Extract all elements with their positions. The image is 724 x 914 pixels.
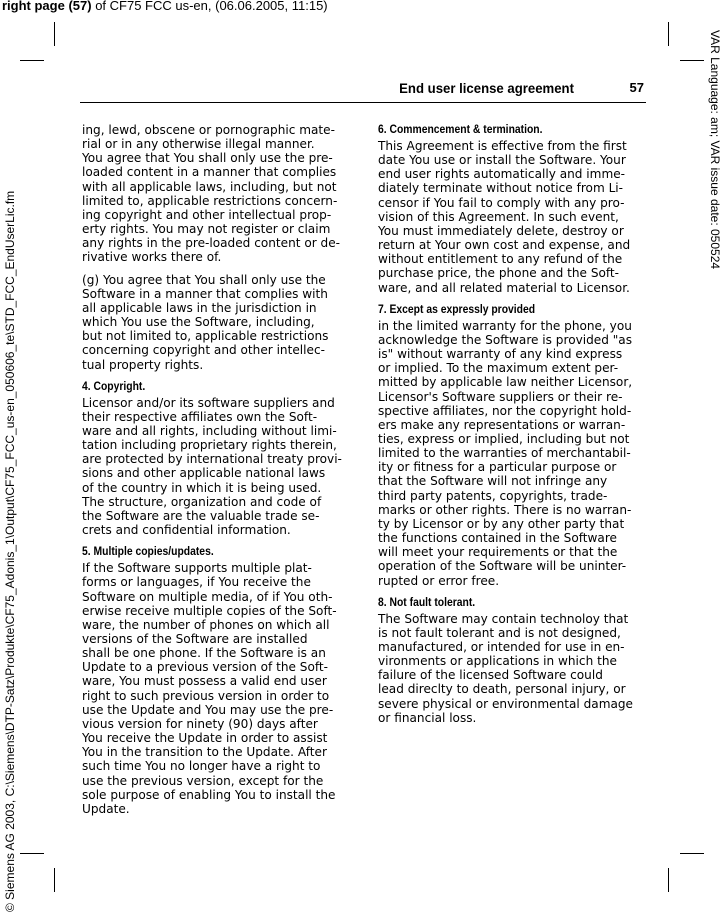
text-line: sions and other applicable national laws (82, 466, 326, 481)
crop-mark (668, 868, 669, 892)
text-line: any rights in the pre-loaded content or de- (82, 236, 341, 251)
text-line: of the country in which it is being used. (82, 480, 322, 495)
text-line: manufactured, or intended for use in en- (378, 640, 625, 654)
text-line: purchase price, the phone and the Soft- (378, 266, 620, 281)
section-heading-commencement: 6. Commencement & termination. (378, 124, 543, 136)
text-line: censor if You fail to comply with any pro- (378, 195, 625, 210)
text-line: forms or languages, if You receive the (82, 575, 311, 590)
text-line: all applicable laws in the jurisdiction in (82, 300, 317, 315)
text-line: mitted by applicable law neither Licensor, (378, 375, 633, 390)
crop-mark (680, 60, 704, 61)
text-line: in the limited warranty for the phone, you (378, 318, 632, 333)
text-line: erwise receive multiple copies of the Soft- (82, 603, 337, 618)
text-line: The structure, organization and code of (82, 494, 322, 509)
text-line: ers make any representations or warran- (378, 417, 626, 432)
page-number: 57 (629, 80, 644, 95)
paragraph-fault-tolerant (378, 612, 646, 725)
text-line: lead direclty to death, personal injury, or (378, 682, 626, 697)
text-line: date You use or install the Software. Your (378, 153, 626, 168)
text-line: sole purpose of enabling You to install the (82, 787, 336, 802)
text-line: Software in a manner that complies with (82, 286, 328, 301)
text-line: ware, You must possess a valid end user (82, 674, 327, 689)
text-line: or financial loss. (378, 710, 477, 725)
text-line: rivative works there of. (82, 250, 222, 265)
text-line: If the Software supports multiple plat- (82, 561, 312, 576)
section-heading-multiple-copies: 5. Multiple copies/updates. (82, 546, 214, 559)
text-line: vious version for ninety (90) days after (82, 716, 318, 731)
text-line: severe physical or environmental damage (378, 696, 634, 711)
paragraph-jurisdiction (82, 273, 350, 372)
text-line: Update. (82, 801, 130, 816)
text-line: the Software are the valuable trade se- (82, 508, 320, 523)
crop-mark (668, 22, 669, 46)
section-heading-warranty: 7. Except as expressly provided (378, 303, 536, 316)
text-line: spective affiliates, nor the copyright hold- (378, 403, 632, 418)
text-line: ties, express or implied, including but not (378, 431, 630, 446)
text-line: ity or fitness for a particular purpose or (378, 460, 617, 475)
section-heading-fault-tolerant: 8. Not fault tolerant. (378, 596, 476, 609)
text-line: which You use the Software, including, (82, 315, 315, 330)
crop-mark (680, 853, 704, 854)
text-line: diately terminate without notice from Li- (378, 181, 624, 196)
var-info-vertical: VAR Language: am; VAR issue date: 050524 (708, 30, 722, 270)
text-line: tual property rights. (82, 357, 204, 372)
section-heading-copyright: 4. Copyright. (82, 380, 146, 393)
text-line: ty by Licensor or by any other party that (378, 516, 625, 531)
text-line: their respective affiliates own the Soft- (82, 409, 318, 424)
text-line: versions of the Software are installed (82, 632, 308, 646)
page-label: right page (57) (2, 0, 92, 13)
text-line: vision of this Agreement. In such event, (378, 209, 619, 224)
text-line: tation including proprietary rights therein, (82, 438, 337, 453)
text-line: but not limited to, applicable restrictions (82, 329, 329, 344)
text-line: third party patents, copyrights, trade- (378, 488, 608, 503)
print-info-rest: of CF75 FCC us-en, (06.06.2005, 11:15) (91, 0, 328, 13)
text-line: such time You no longer have a right to (82, 759, 321, 774)
text-line: are protected by international treaty provi- (82, 452, 342, 467)
text-line: failure of the licensed Software could (378, 668, 603, 683)
text-line: without entitlement to any refund of the (378, 252, 623, 267)
text-line: Licensor's Software suppliers or their re- (378, 389, 623, 404)
text-line: shall be one phone. If the Software is an (82, 646, 326, 661)
page-header (80, 78, 646, 103)
text-line: the functions contained in the Software (378, 531, 617, 546)
text-line: rupted or error free. (378, 573, 500, 588)
header-rule (80, 102, 646, 103)
text-line: Software on multiple media, of if You oth- (82, 589, 333, 604)
left-column (82, 123, 350, 824)
text-line: right to such previous version in order to (82, 688, 330, 703)
file-path-vertical: © Siemens AG 2003, C:\Siemens\DTP-Satz\Produkte\CF75_Adonis_1\Output\CF75_FCC_us-en_050606_te\STD_FCC_EndUserLic.fm (3, 190, 17, 912)
text-line: crets and confidential information. (82, 523, 291, 538)
text-line: is not fault tolerant and is not designed, (378, 625, 621, 640)
text-line: return at Your own cost and expense, and (378, 238, 631, 253)
text-line: loaded content in a manner that complies (82, 165, 337, 180)
paragraph-warranty (378, 319, 646, 588)
crop-mark (20, 60, 44, 61)
text-line: Licensor and/or its software suppliers and (82, 395, 335, 410)
text-line: ware, the number of phones on which all (82, 617, 330, 632)
text-line: is" without warranty of any kind express (378, 347, 623, 362)
text-line: limited to the warranties of merchantabil- (378, 446, 631, 461)
text-line: rial or in any otherwise illegal manner. (82, 137, 315, 152)
text-line: with all applicable laws, including, but not (82, 179, 337, 194)
text-line: concerning copyright and other intellec- (82, 343, 325, 358)
text-line: ing, lewd, obscene or pornographic mate- (82, 123, 335, 137)
text-line: marks or other rights. There is no warran- (378, 502, 632, 517)
text-line: You in the transition to the Update. After (82, 745, 327, 760)
text-line: This Agreement is effective from the first (378, 139, 627, 153)
text-line: will meet your requirements or that the (378, 545, 618, 560)
text-line: ware and all rights, including without limi- (82, 423, 337, 438)
paragraph-preloaded-content (82, 123, 350, 265)
text-line: end user rights automatically and imme- (378, 167, 626, 182)
text-line: You agree that You shall only use the pre- (82, 151, 333, 166)
text-line: acknowledge the Software is provided "as (378, 332, 633, 347)
print-info-line (2, 0, 328, 13)
text-line: ware, and all related material to Licensor. (378, 280, 630, 295)
text-line: use the Update and You may use the pre- (82, 702, 334, 717)
text-line: ing copyright and other intellectual prop- (82, 207, 332, 222)
paragraph-multiple-copies (82, 561, 350, 816)
text-line: or implied. To the maximum extent per- (378, 361, 619, 376)
text-line: You receive the Update in order to assist (82, 731, 328, 746)
header-title: End user license agreement (399, 80, 574, 96)
paragraph-copyright (82, 396, 350, 538)
crop-mark (54, 868, 55, 892)
right-column (378, 123, 646, 733)
text-line: use the previous version, except for the (82, 773, 324, 788)
crop-mark (54, 22, 55, 46)
text-line: operation of the Software will be uninter- (378, 559, 627, 574)
crop-mark (20, 853, 44, 854)
text-line: Update to a previous version of the Soft- (82, 660, 328, 675)
text-line: vironments or applications in which the (378, 654, 617, 669)
text-line: erty rights. You may not register or claim (82, 222, 331, 237)
text-line: (g) You agree that You shall only use the (82, 272, 326, 287)
text-line: You must immediately delete, destroy or (378, 223, 624, 238)
text-line: limited to, applicable restrictions concern- (82, 193, 338, 208)
text-line: that the Software will not infringe any (378, 474, 608, 489)
paragraph-commencement (378, 139, 646, 295)
text-line: The Software may contain technoloy that (378, 611, 629, 626)
